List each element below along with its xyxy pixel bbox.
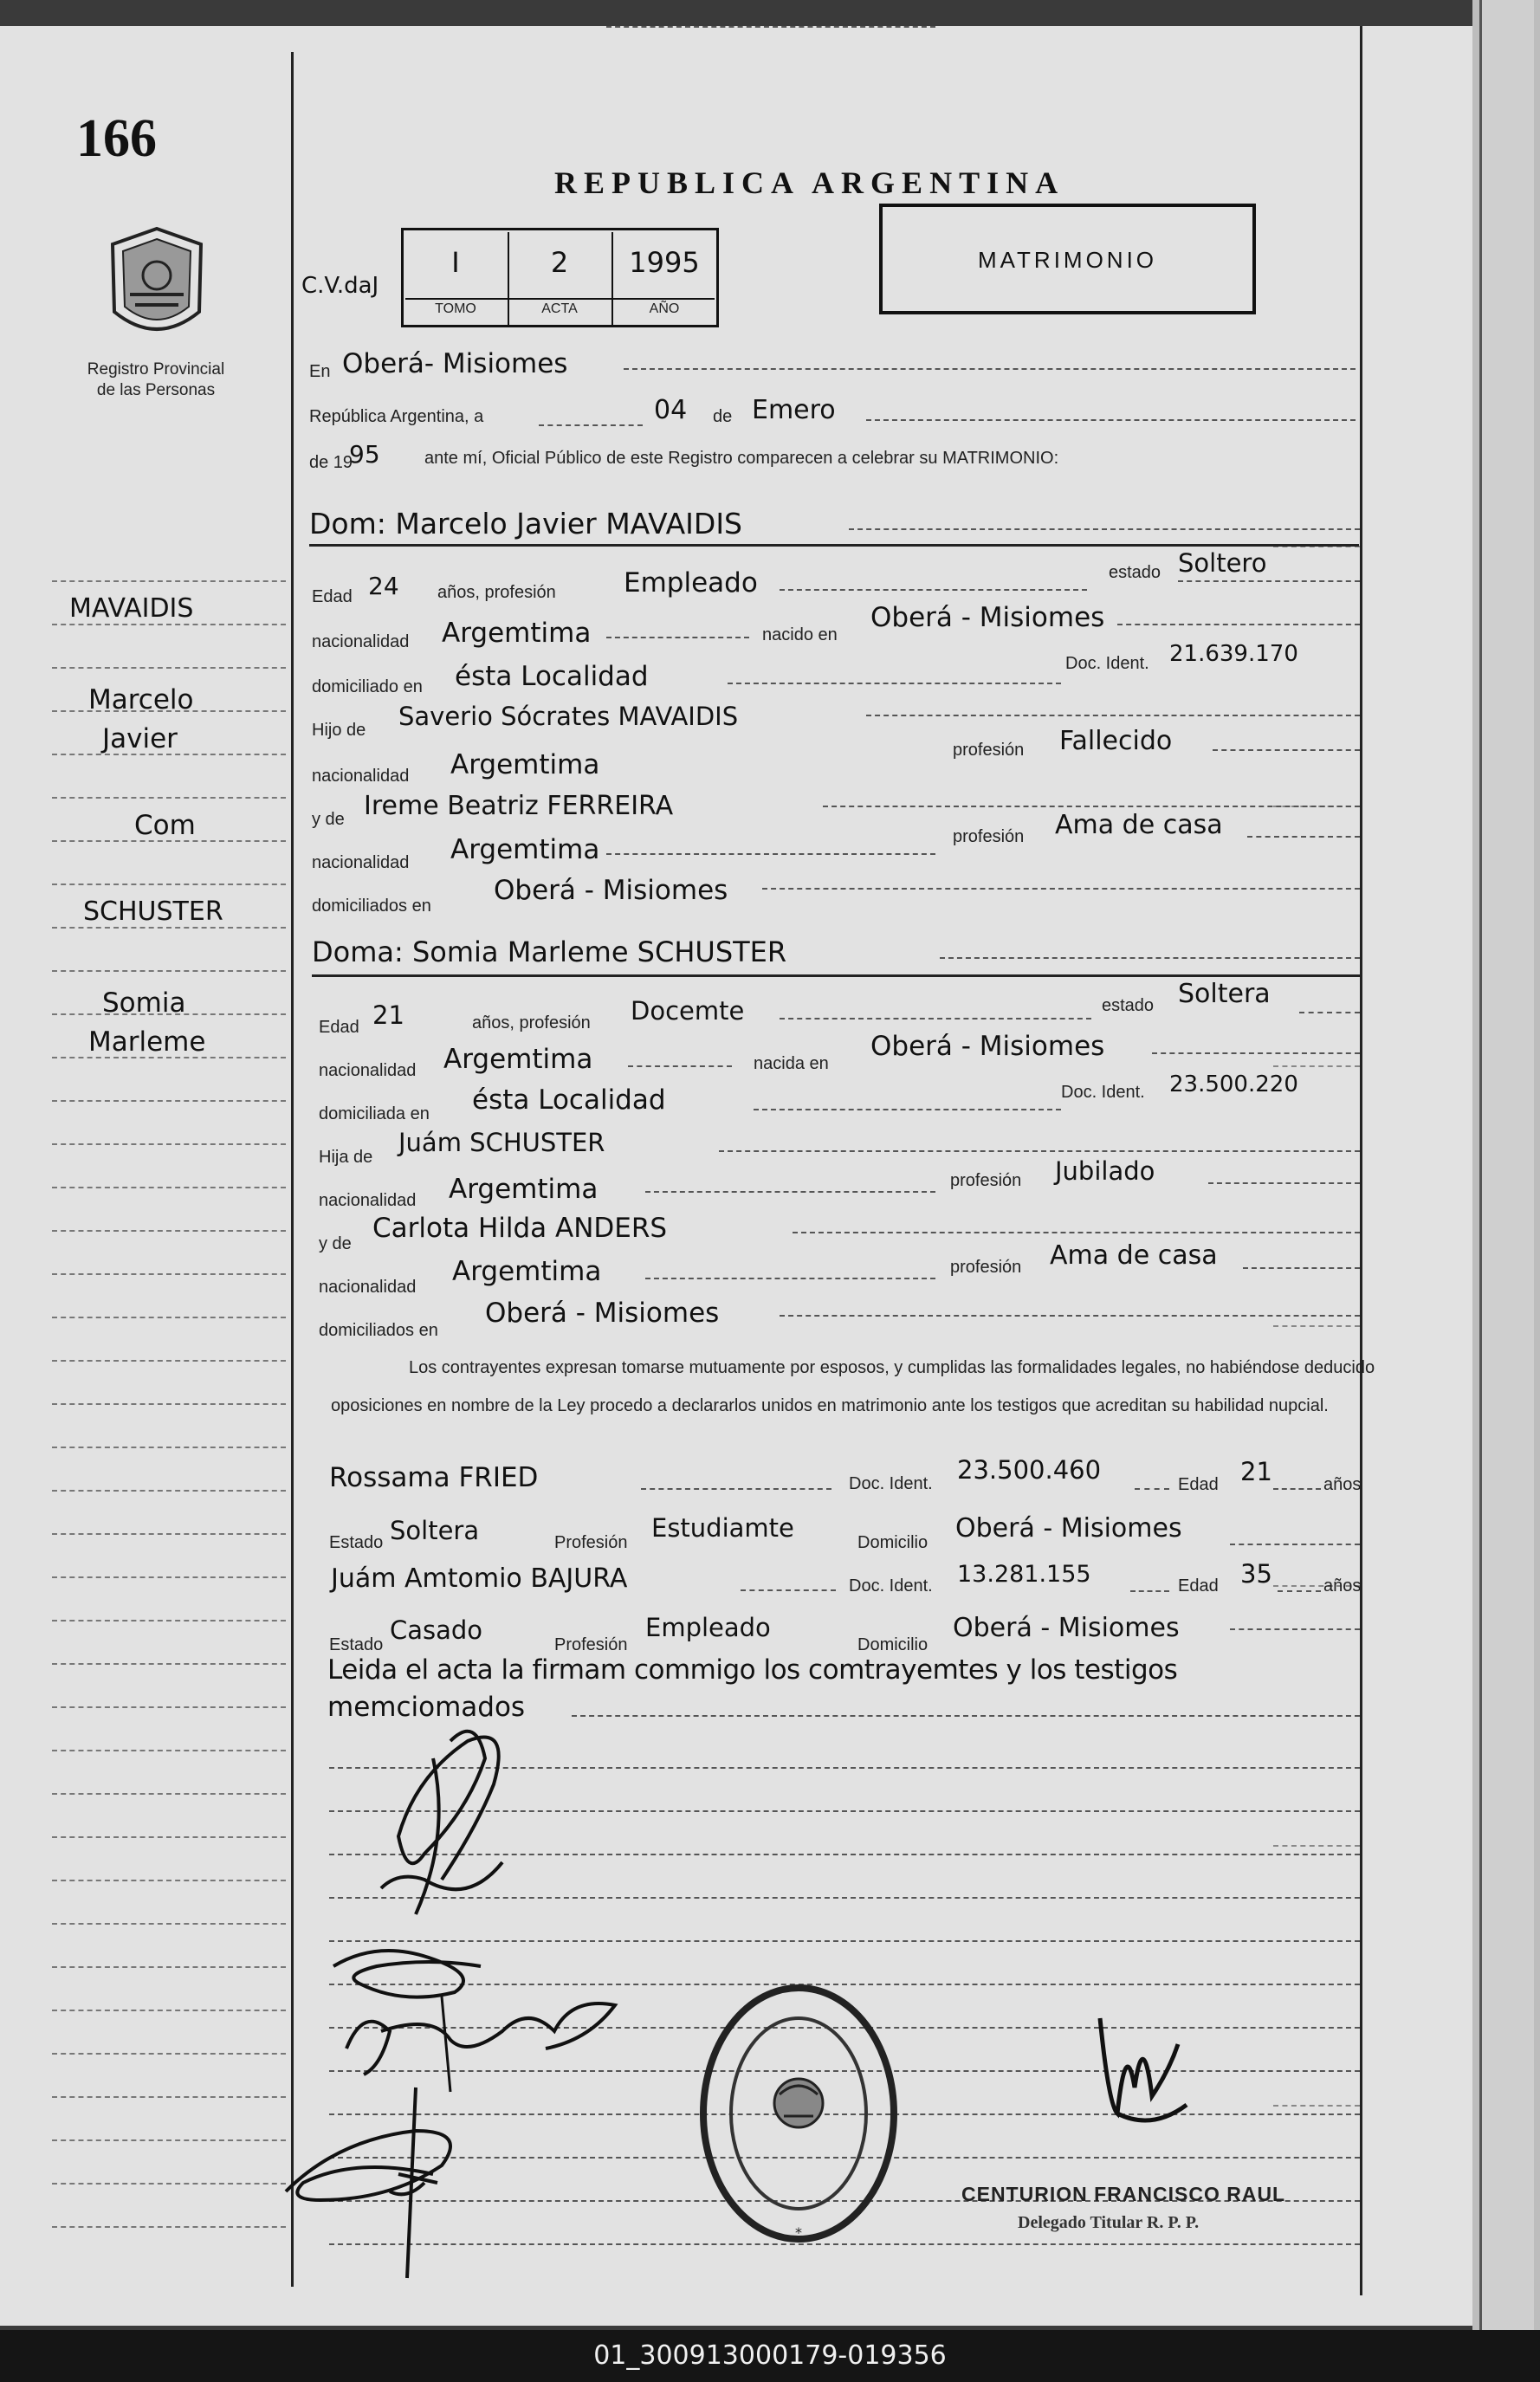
en-label: En xyxy=(309,362,331,381)
field-rule xyxy=(1135,1488,1169,1490)
margin-rule xyxy=(52,1143,286,1145)
image-id: 01_300913000179-019356 xyxy=(593,2340,947,2371)
field-rule xyxy=(741,1589,836,1591)
groom-doc: 21.639.170 xyxy=(1169,641,1298,667)
field-rule xyxy=(823,806,1360,807)
record-type-box xyxy=(879,204,1256,314)
witness-1-profession: Estudiamte xyxy=(651,1513,794,1543)
witness-1-prof-label: Profesión xyxy=(554,1533,628,1552)
section-rule xyxy=(312,974,1362,977)
margin-rule xyxy=(52,1836,286,1838)
margin-rule xyxy=(52,1620,286,1621)
field-rule xyxy=(780,589,1087,591)
witness-2-profession: Empleado xyxy=(645,1613,771,1642)
field-rule xyxy=(1299,1012,1360,1013)
witness-1-dom-label: Domicilio xyxy=(857,1533,929,1552)
book-edge xyxy=(1472,0,1540,2339)
groom-domicile-label: domiciliado en xyxy=(312,677,423,696)
field-rule xyxy=(1213,749,1360,751)
field-rule xyxy=(728,683,1061,684)
registry-line-2: de las Personas xyxy=(96,381,216,399)
witness-1-age: 21 xyxy=(1240,1457,1272,1486)
ano-value: 1995 xyxy=(629,246,700,279)
groom-father-nationality: Argemtima xyxy=(450,749,600,780)
record-page xyxy=(0,26,1472,2326)
margin-rule xyxy=(52,580,286,582)
margin-rule xyxy=(52,1490,286,1492)
margin-rule xyxy=(52,667,286,669)
groom-status: Soltero xyxy=(1178,548,1267,578)
field-rule xyxy=(1243,1267,1360,1269)
bride-years-prof-label: años, profesión xyxy=(472,1013,591,1032)
margin-rule xyxy=(52,1013,286,1015)
groom-father-nat-label: nacionalidad xyxy=(312,767,410,786)
field-rule xyxy=(624,368,1356,370)
margin-rule xyxy=(52,1403,286,1405)
bride-mother: Carlota Hilda ANDERS xyxy=(372,1213,668,1244)
declaration-text: Los contrayentes expresan tomarse mutuamente por esposos, y cumplidas las formalidades legales, no habiéndose deducido oposiciones en nombre de la Ley procedo a declararlos unidos en matrimonio ante los testigos que acreditan su habilidad nupcial. xyxy=(331,1358,1375,1415)
groom-signature xyxy=(346,1706,572,1940)
bride-age: 21 xyxy=(372,1000,404,1030)
groom-age-label: Edad xyxy=(312,587,353,606)
witness-2-signature xyxy=(269,2070,528,2287)
groom-mother-nationality: Argemtima xyxy=(450,834,600,865)
witness-2-doc-label: Doc. Ident. xyxy=(849,1576,933,1596)
margin-rule xyxy=(52,2226,286,2228)
bride-status: Soltera xyxy=(1178,979,1271,1009)
field-rule xyxy=(793,1232,1360,1233)
margin-first-name: Marcelo xyxy=(88,684,194,715)
field-rule xyxy=(1117,624,1360,625)
day-value: 04 xyxy=(654,395,688,425)
margin-rule xyxy=(52,1793,286,1795)
margin-rule xyxy=(52,1273,286,1275)
groom-domicile: ésta Localidad xyxy=(455,661,649,692)
bride-domicile-label: domiciliada en xyxy=(319,1104,430,1123)
groom-status-label: estado xyxy=(1109,563,1161,582)
closing-line-2: memciomados xyxy=(327,1692,526,1723)
margin-rule xyxy=(52,1576,286,1578)
margin-rule xyxy=(52,1663,286,1665)
right-rule xyxy=(1273,2105,1360,2107)
field-rule xyxy=(1178,580,1360,582)
page-number: 166 xyxy=(76,109,157,168)
margin-rule xyxy=(52,927,286,929)
margin-bride-middle-name: Marleme xyxy=(88,1026,206,1058)
svg-text:*: * xyxy=(795,2224,802,2241)
bride-mother-nat-label: nacionalidad xyxy=(319,1278,417,1297)
margin-rule xyxy=(52,1706,286,1708)
witness-2-name: Juám Amtomio BAJURA xyxy=(331,1563,628,1594)
reference-separator xyxy=(405,298,715,300)
field-rule xyxy=(866,419,1356,421)
right-rule xyxy=(1273,1845,1360,1847)
witness-2-dom-label: Domicilio xyxy=(857,1635,929,1654)
bride-father: Juám SCHUSTER xyxy=(398,1128,605,1157)
witness-2-doc: 13.281.155 xyxy=(957,1561,1091,1588)
section-rule xyxy=(309,544,1359,547)
field-rule xyxy=(1152,1052,1360,1054)
margin-rule xyxy=(52,710,286,712)
margin-rule xyxy=(52,1880,286,1881)
groom-mother-prof-label: profesión xyxy=(953,827,1025,846)
margin-rule xyxy=(52,2053,286,2055)
groom-profession: Empleado xyxy=(624,567,758,599)
field-rule xyxy=(1273,1488,1321,1490)
bride-mother-profession: Ama de casa xyxy=(1050,1240,1218,1271)
image-id-bar xyxy=(0,2330,1540,2382)
margin-rule xyxy=(52,1447,286,1448)
field-rule xyxy=(1208,1182,1360,1184)
bride-mother-prof-label: profesión xyxy=(950,1258,1022,1277)
groom-parents-domicile: Oberá - Misiomes xyxy=(494,875,728,906)
field-rule xyxy=(940,957,1360,959)
witness-2-age-label: Edad xyxy=(1178,1576,1219,1596)
margin-rule xyxy=(52,1187,286,1188)
groom-father-prof-label: profesión xyxy=(953,741,1025,760)
year-prefix-label: de 19 xyxy=(309,453,353,472)
witness-2-status: Casado xyxy=(390,1615,483,1645)
groom-years-prof-label: años, profesión xyxy=(437,583,556,602)
record-type-label: MATRIMONIO xyxy=(977,247,1158,273)
bride-doc: 23.500.220 xyxy=(1169,1071,1298,1097)
margin-bride-surname: SCHUSTER xyxy=(83,896,223,927)
groom-son-of-label: Hijo de xyxy=(312,721,366,740)
registry-name xyxy=(52,359,260,401)
field-rule xyxy=(1230,1628,1360,1630)
margin-rule xyxy=(52,884,286,885)
field-rule xyxy=(645,1278,935,1279)
margin-rule xyxy=(52,2139,286,2141)
witness-1-name: Rossama FRIED xyxy=(329,1462,539,1493)
groom-father-profession: Fallecido xyxy=(1059,726,1173,756)
year-value: 95 xyxy=(349,440,380,469)
groom-mother-nat-label: nacionalidad xyxy=(312,853,410,872)
margin-rule xyxy=(52,1923,286,1925)
bride-father-profession: Jubilado xyxy=(1055,1156,1155,1186)
bride-father-nationality: Argemtima xyxy=(449,1174,599,1205)
closing-line-1: Leida el acta la firmam commigo los comtrayemtes y los testigos xyxy=(327,1654,1178,1686)
witness-2-domicile: Oberá - Misiomes xyxy=(953,1613,1180,1643)
margin-rule xyxy=(52,1230,286,1232)
groom-father: Saverio Sócrates MAVAIDIS xyxy=(398,702,739,731)
witness-1-domicile: Oberá - Misiomes xyxy=(955,1513,1182,1544)
official-name: CENTURION FRANCISCO RAUL xyxy=(961,2183,1286,2205)
bride-age-label: Edad xyxy=(319,1018,359,1037)
provincial-seal-icon xyxy=(106,225,208,346)
document-title: REPUBLICA ARGENTINA xyxy=(554,165,1065,200)
groom-mother-profession: Ama de casa xyxy=(1055,810,1223,840)
field-rule xyxy=(1130,1590,1169,1592)
tomo-label: TOMO xyxy=(435,301,476,316)
witness-1-status-label: Estado xyxy=(329,1533,384,1552)
margin-divider-line xyxy=(291,52,294,2287)
groom-parents-dom-label: domiciliados en xyxy=(312,896,431,916)
field-rule xyxy=(606,26,935,28)
field-rule xyxy=(539,424,643,426)
ano-label: AÑO xyxy=(649,301,680,316)
witness-2-status-label: Estado xyxy=(329,1635,384,1654)
bride-mother-nationality: Argemtima xyxy=(452,1256,602,1287)
margin-rule xyxy=(52,1100,286,1102)
field-rule xyxy=(606,853,935,855)
bride-born-label: nacida en xyxy=(754,1054,829,1073)
field-rule xyxy=(572,1715,1360,1717)
bride-name: Doma: Somia Marleme SCHUSTER xyxy=(312,935,787,968)
witness-1-age-label: Edad xyxy=(1178,1475,1219,1494)
groom-nationality-label: nacionalidad xyxy=(312,632,410,651)
groom-doc-label: Doc. Ident. xyxy=(1065,654,1149,673)
margin-middle-name: Javier xyxy=(102,723,178,754)
month-value: Emero xyxy=(752,395,836,425)
bride-parents-dom-label: domiciliados en xyxy=(319,1321,438,1340)
margin-rule xyxy=(52,624,286,625)
witness-2-age: 35 xyxy=(1240,1559,1272,1589)
witness-1-doc: 23.500.460 xyxy=(957,1455,1102,1485)
witness-2-years: años xyxy=(1323,1576,1362,1596)
field-rule xyxy=(866,715,1360,716)
groom-nationality: Argemtima xyxy=(442,618,592,649)
bride-father-nat-label: nacionalidad xyxy=(319,1191,417,1210)
margin-conjunction: Com xyxy=(134,810,196,841)
acta-label: ACTA xyxy=(541,301,578,316)
right-rule xyxy=(1273,1065,1360,1067)
margin-bride-first-name: Somia xyxy=(102,987,186,1019)
field-rule xyxy=(780,1018,1091,1019)
groom-and-of-label: y de xyxy=(312,810,345,829)
field-rule xyxy=(1278,1590,1321,1592)
right-border-line xyxy=(1360,26,1362,2295)
witness-2-prof-label: Profesión xyxy=(554,1635,628,1654)
bride-status-label: estado xyxy=(1102,996,1155,1015)
cvdad-label: C.V.daJ xyxy=(301,273,379,299)
official-stamp-icon xyxy=(697,1982,901,2246)
margin-rule xyxy=(52,2096,286,2098)
field-rule xyxy=(780,1315,1360,1317)
field-rule xyxy=(754,1109,1061,1110)
groom-birthplace: Oberá - Misiomes xyxy=(870,602,1105,633)
margin-rule xyxy=(52,1966,286,1968)
field-rule xyxy=(645,1191,935,1193)
bride-profession: Docemte xyxy=(631,996,745,1026)
bride-daughter-of-label: Hija de xyxy=(319,1148,373,1167)
official-title: Delegado Titular R. P. P. xyxy=(1018,2213,1200,2232)
margin-rule xyxy=(52,2183,286,2185)
margin-rule xyxy=(52,797,286,799)
republic-label: República Argentina, a xyxy=(309,407,484,426)
tomo-value: I xyxy=(451,246,460,279)
margin-rule xyxy=(52,1057,286,1058)
groom-age: 24 xyxy=(368,572,399,600)
margin-rule xyxy=(52,754,286,755)
witness-1-years: años xyxy=(1323,1475,1362,1494)
record-reference-box xyxy=(401,228,719,327)
margin-rule xyxy=(52,1750,286,1751)
field-rule xyxy=(762,888,1360,890)
bride-doc-label: Doc. Ident. xyxy=(1061,1083,1145,1102)
margin-rule xyxy=(52,1360,286,1362)
groom-name: Dom: Marcelo Javier MAVAIDIS xyxy=(309,507,742,540)
field-rule xyxy=(641,1488,831,1490)
margin-rule xyxy=(52,2010,286,2011)
margin-surname: MAVAIDIS xyxy=(69,593,194,624)
bride-nationality: Argemtima xyxy=(443,1044,593,1075)
bride-and-of-label: y de xyxy=(319,1234,352,1253)
margin-rule xyxy=(52,970,286,972)
official-signature xyxy=(1083,2001,1195,2148)
field-rule xyxy=(1247,836,1360,838)
place-value: Oberá- Misiomes xyxy=(342,348,568,379)
bride-father-prof-label: profesión xyxy=(950,1171,1022,1190)
acta-value: 2 xyxy=(550,246,569,279)
groom-born-label: nacido en xyxy=(762,625,838,644)
bride-birthplace: Oberá - Misiomes xyxy=(870,1031,1105,1062)
field-rule xyxy=(606,637,749,638)
witness-1-doc-label: Doc. Ident. xyxy=(849,1474,933,1493)
margin-rule xyxy=(52,840,286,842)
intro-text: ante mí, Oficial Público de este Registro comparecen a celebrar su MATRIMONIO: xyxy=(424,449,1059,468)
field-rule xyxy=(719,1150,1360,1152)
bride-parents-domicile: Oberá - Misiomes xyxy=(485,1298,720,1329)
field-rule xyxy=(849,528,1360,530)
month-de-label: de xyxy=(713,407,733,426)
bride-nationality-label: nacionalidad xyxy=(319,1061,417,1080)
witness-1-status: Soltera xyxy=(390,1516,480,1545)
registry-line-1: Registro Provincial xyxy=(87,360,225,379)
margin-rule xyxy=(52,1317,286,1318)
margin-rule xyxy=(52,1533,286,1535)
field-rule xyxy=(1230,1544,1360,1545)
bride-domicile: ésta Localidad xyxy=(472,1084,666,1116)
field-rule xyxy=(628,1065,732,1067)
groom-mother: Ireme Beatriz FERREIRA xyxy=(364,791,674,821)
right-rule xyxy=(1273,1325,1360,1327)
